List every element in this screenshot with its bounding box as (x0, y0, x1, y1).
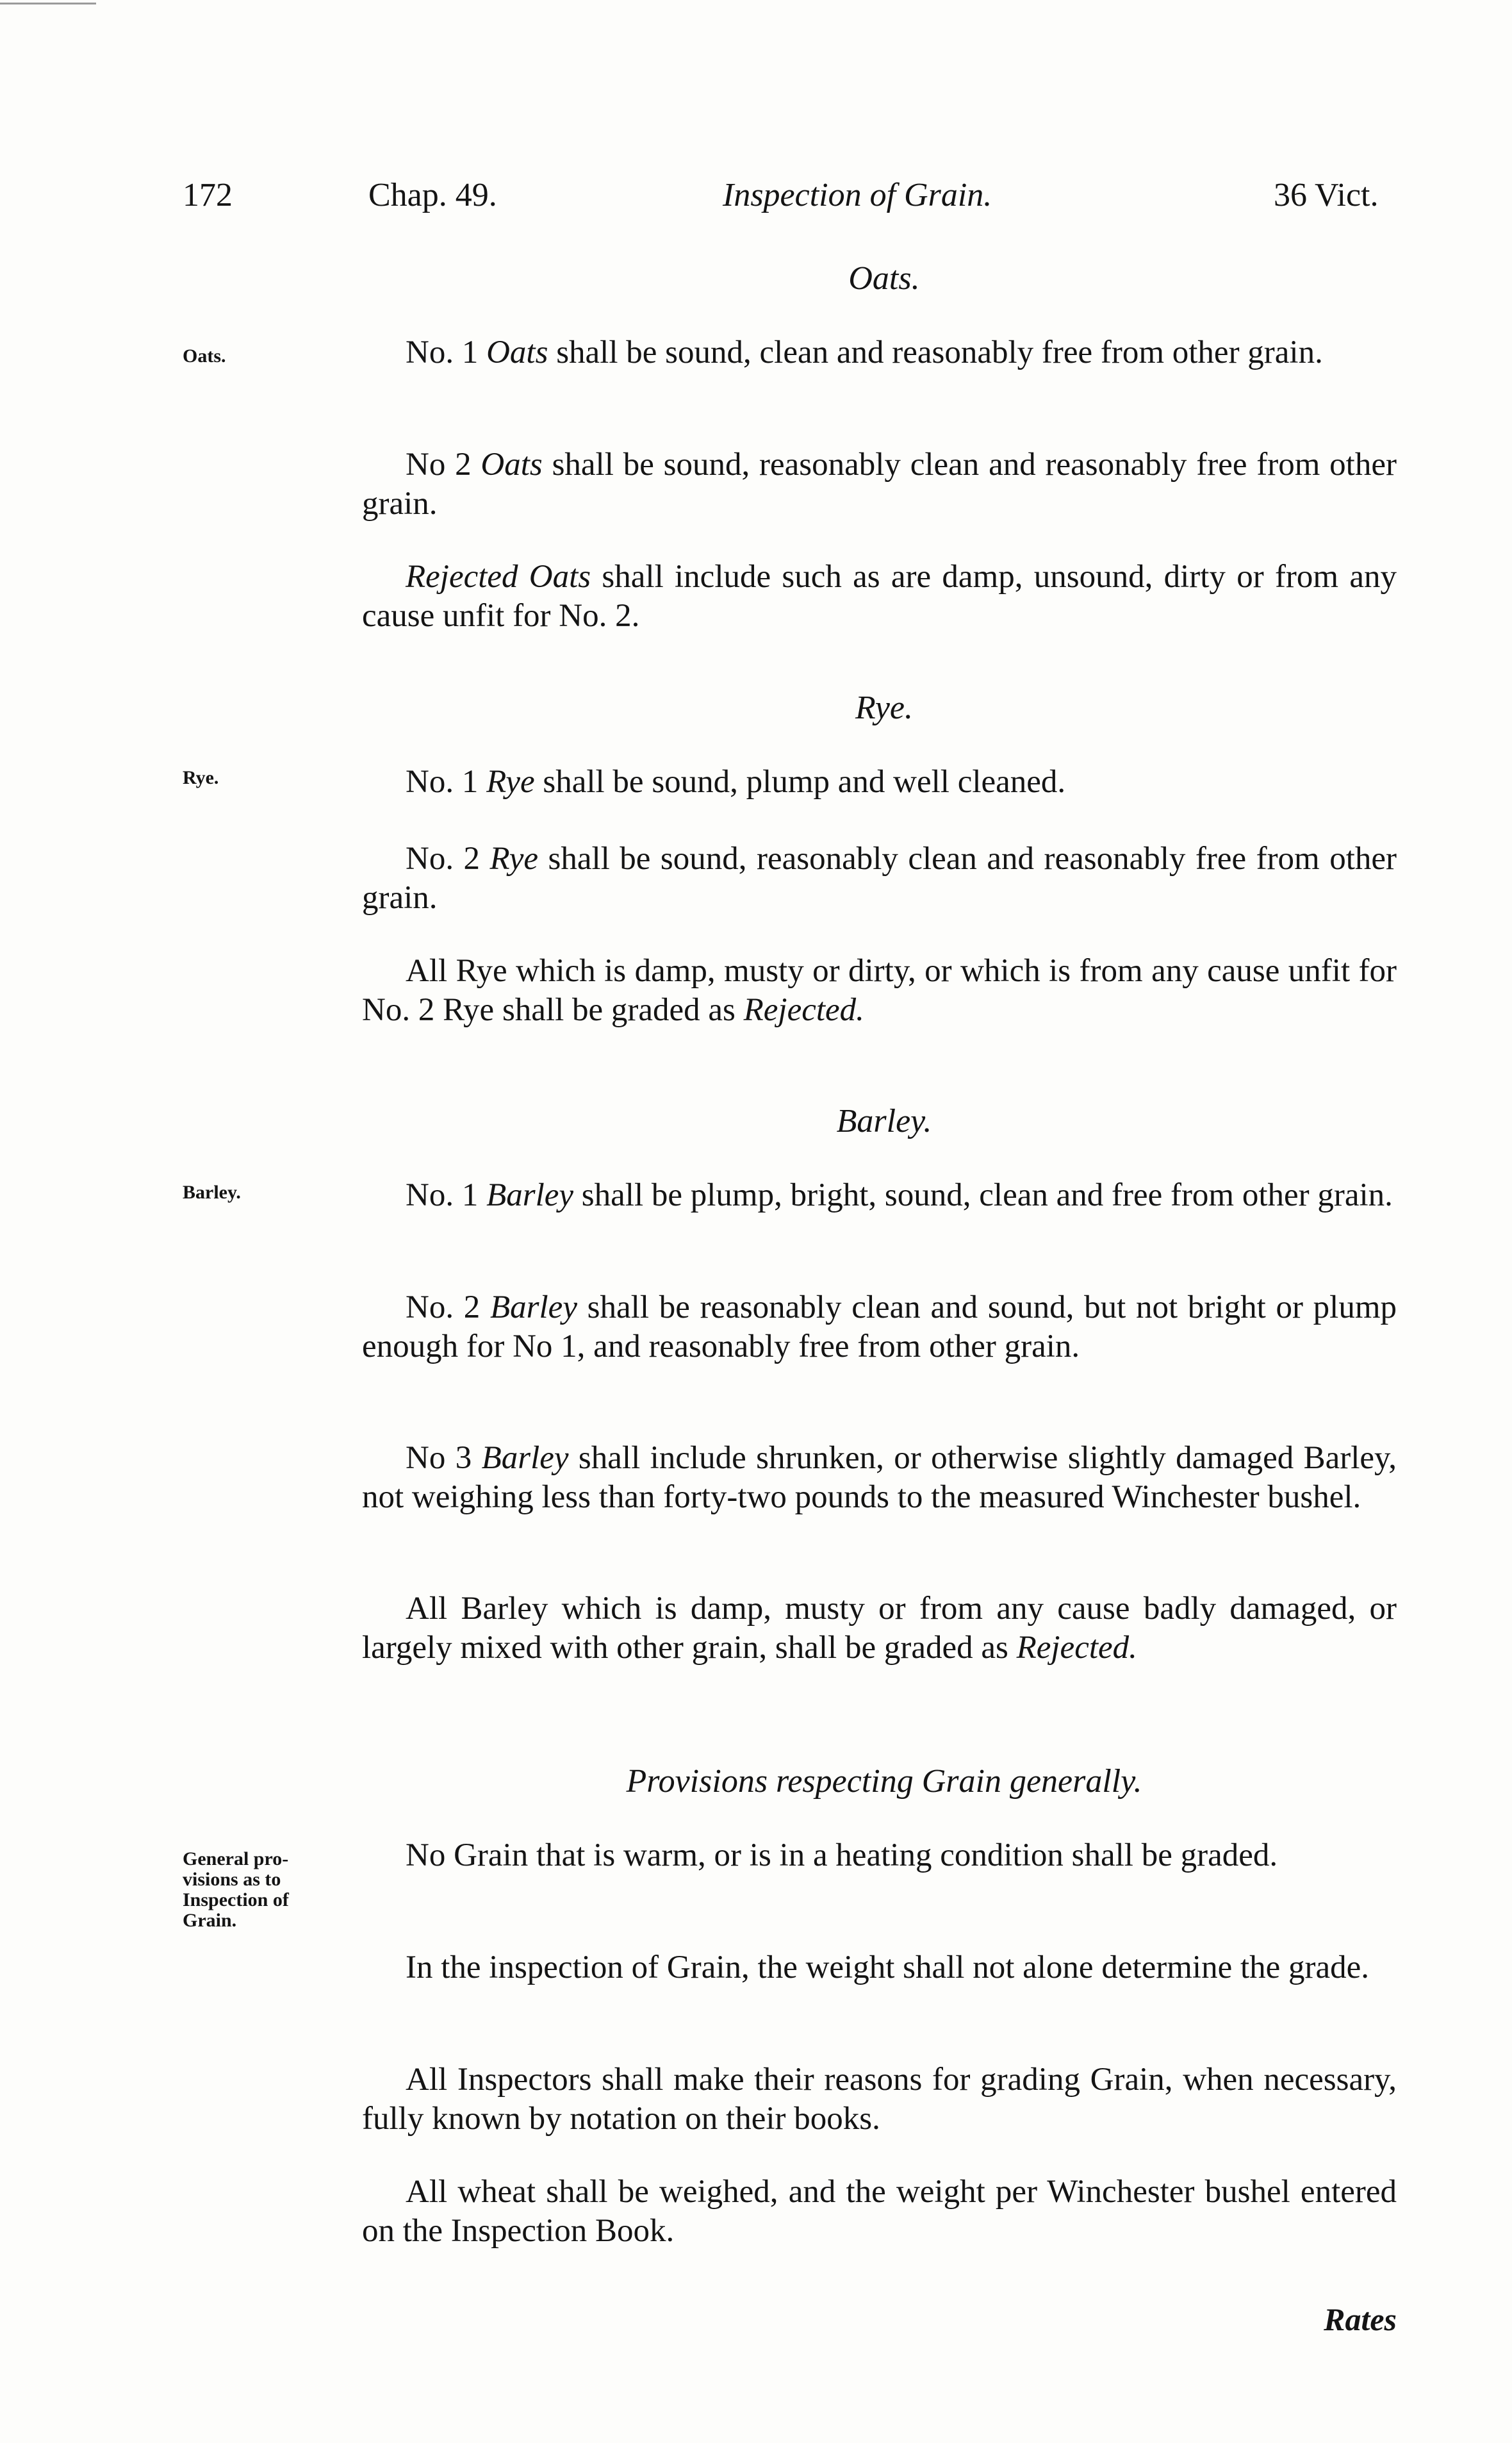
section-heading-general: Provisions respecting Grain generally. (626, 1763, 1142, 1800)
paragraph-general-4: All wheat shall be weighed, and the weight per Winchester bushel entered on the Inspection Book. (362, 2174, 1397, 2249)
regnal-year: 36 Vict. (1274, 177, 1379, 213)
paragraph-barley-4: All Barley which is damp, musty or from any cause badly damaged, or largely mixed with other grain, shall be graded as Rejected. (362, 1591, 1397, 1666)
section-heading-rye: Rye. (855, 690, 913, 726)
paragraph-general-1: No Grain that is warm, or is in a heating condition shall be graded. (406, 1837, 1278, 1873)
paragraph-rye-3: All Rye which is damp, musty or dirty, or which is from any cause unfit for No. 2 Rye shall be graded as Rejected. (362, 953, 1397, 1028)
paragraph-oats-2: No 2 Oats shall be sound, reasonably clean and reasonably free from other grain. (362, 447, 1397, 522)
paragraph-rye-1: No. 1 Rye shall be sound, plump and well cleaned. (406, 764, 1066, 800)
catchword: Rates (1324, 2301, 1397, 2337)
page-number: 172 (183, 177, 233, 213)
margin-note-rye: Rye. (183, 767, 219, 788)
paragraph-barley-2: No. 2 Barley shall be reasonably clean and sound, but not bright or plump enough for No 1, and reasonably free from other grain. (362, 1289, 1397, 1364)
page-edge-mark (0, 3, 96, 4)
chapter-label: Chap. 49. (368, 177, 497, 213)
margin-note-oats: Oats. (183, 345, 226, 367)
paragraph-barley-1: No. 1 Barley shall be plump, bright, sound, clean and free from other grain. (406, 1177, 1393, 1213)
paragraph-general-3: All Inspectors shall make their reasons for grading Grain, when necessary, fully known by notation on their books. (362, 2062, 1397, 2137)
paragraph-rye-2: No. 2 Rye shall be sound, reasonably clean and reasonably free from other grain. (362, 841, 1397, 916)
section-heading-barley: Barley. (836, 1103, 932, 1139)
running-title: Inspection of Grain. (723, 177, 992, 213)
paragraph-general-2: In the inspection of Grain, the weight shall not alone determine the grade. (406, 1950, 1370, 1985)
margin-note-barley: Barley. (183, 1182, 241, 1203)
margin-note-general: General pro- visions as to Inspection of Grain. (183, 1848, 289, 1931)
paragraph-barley-3: No 3 Barley shall include shrunken, or otherwise slightly damaged Barley, not weighing less than forty-two pounds to the measured Winchester bushel. (362, 1440, 1397, 1515)
section-heading-oats: Oats. (848, 260, 920, 297)
paragraph-oats-3: Rejected Oats shall include such as are damp, unsound, dirty or from any cause unfit for No. 2. (362, 559, 1397, 634)
paragraph-oats-1: No. 1 Oats shall be sound, clean and reasonably free from other grain. (406, 335, 1323, 370)
